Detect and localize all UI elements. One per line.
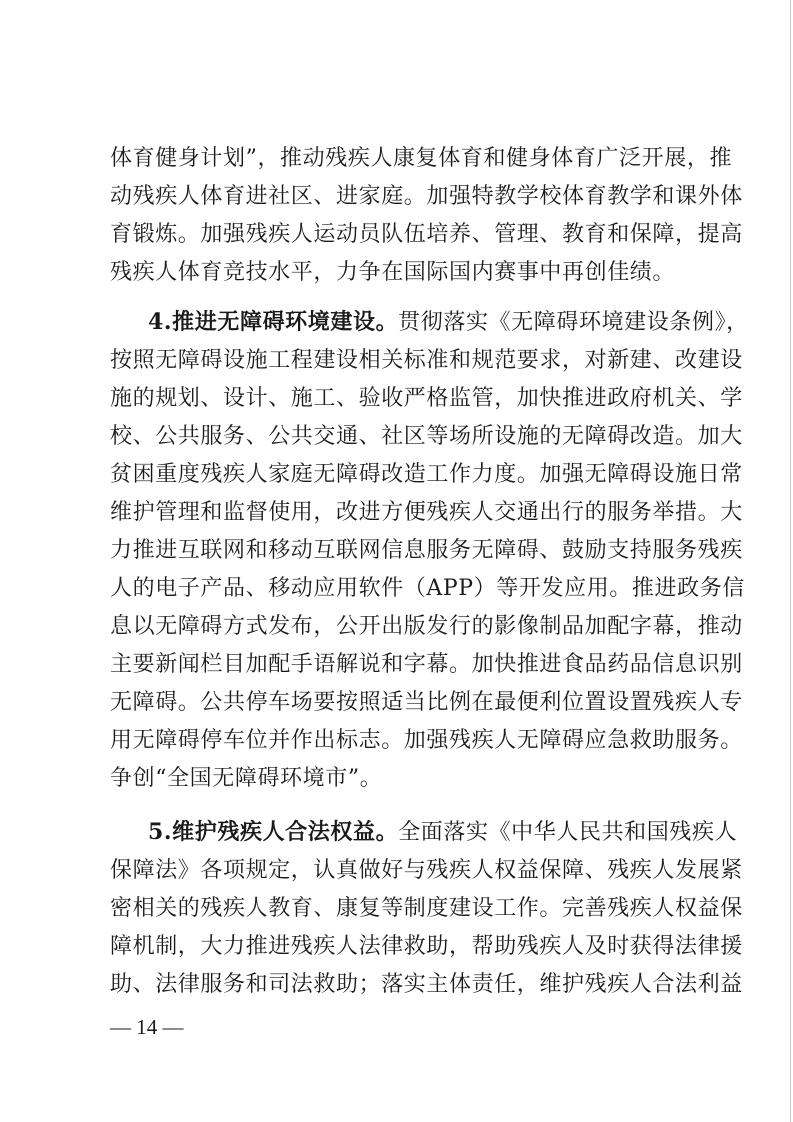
paragraph-heading-line	[148, 303, 749, 341]
line-text: 息以无障碍方式发布，公开出版发行的影像制品加配字幕，推动	[110, 614, 743, 639]
text-line	[110, 569, 745, 607]
line-text: 保障法》各项规定，认真做好与残疾人权益保障、残疾人发展紧	[110, 858, 743, 883]
text-line	[110, 253, 675, 291]
line-text: 残疾人体育竞技水平，力争在国际国内赛事中再创佳绩。	[110, 260, 676, 285]
line-text: 争创“全国无障碍环境市”。	[110, 766, 383, 791]
text-line	[110, 607, 743, 645]
line-text: 贯彻落实《无障碍环境建设条例》，	[398, 310, 749, 335]
text-line	[110, 493, 743, 531]
text-line	[110, 759, 382, 797]
line-text: 无障碍。公共停车场要按照适当比例在最便利位置设置残疾人专	[110, 690, 743, 715]
line-text: 体育健身计划”，推动残疾人康复体育和健身体育广泛开展，推	[110, 146, 733, 171]
line-text: 力推进互联网和移动互联网信息服务无障碍、鼓励支持服务残疾	[110, 538, 743, 563]
line-text: 按照无障碍设施工程建设相关标准和规范要求，对新建、改建设	[110, 348, 743, 373]
page-edge	[790, 0, 791, 1122]
text-line	[110, 851, 743, 889]
text-line	[110, 379, 743, 417]
section-heading: 5.维护残疾人合法权益。	[148, 819, 399, 845]
text-line	[110, 645, 743, 683]
text-line	[110, 531, 743, 569]
line-text: 校、公共服务、公共交通、社区等场所设施的无障碍改造。加大	[110, 424, 743, 449]
text-line	[110, 721, 743, 759]
line-text: 助、法律服务和司法救助；落实主体责任，维护残疾人合法利益	[110, 972, 743, 997]
section-heading: 4.推进无障碍环境建设。	[148, 309, 399, 335]
text-line	[110, 455, 743, 493]
line-text: 用无障碍停车位并作出标志。加强残疾人无障碍应急救助服务。	[110, 728, 743, 753]
text-line	[110, 139, 732, 177]
line-text: 贫困重度残疾人家庭无障碍改造工作力度。加强无障碍设施日常	[110, 462, 743, 487]
line-text: 动残疾人体育进社区、进家庭。加强特教学校体育教学和课外体	[110, 184, 743, 209]
line-text: 全面落实《中华人民共和国残疾人	[398, 820, 738, 845]
line-text: 维护管理和监督使用，改进方便残疾人交通出行的服务举措。大	[110, 500, 743, 525]
text-line	[110, 215, 743, 253]
line-text: 障机制，大力推进残疾人法律救助，帮助残疾人及时获得法律援	[110, 934, 743, 959]
line-text: 育锻炼。加强残疾人运动员队伍培养、管理、教育和保障，提高	[110, 222, 743, 247]
line-text: 施的规划、设计、施工、验收严格监管，加快推进政府机关、学	[110, 386, 743, 411]
page-number: — 14 —	[110, 1015, 184, 1039]
text-line	[110, 417, 743, 455]
line-text: 人的电子产品、移动应用软件（APP）等开发应用。推进政务信	[110, 576, 745, 601]
text-line	[110, 341, 743, 379]
text-line	[110, 683, 743, 721]
paragraph-heading-line	[148, 813, 737, 851]
text-line	[110, 177, 743, 215]
line-text: 密相关的残疾人教育、康复等制度建设工作。完善残疾人权益保	[110, 896, 743, 921]
text-line	[110, 927, 743, 965]
text-line	[110, 965, 743, 1003]
text-line	[110, 889, 743, 927]
line-text: 主要新闻栏目加配手语解说和字幕。加快推进食品药品信息识别	[110, 652, 743, 677]
